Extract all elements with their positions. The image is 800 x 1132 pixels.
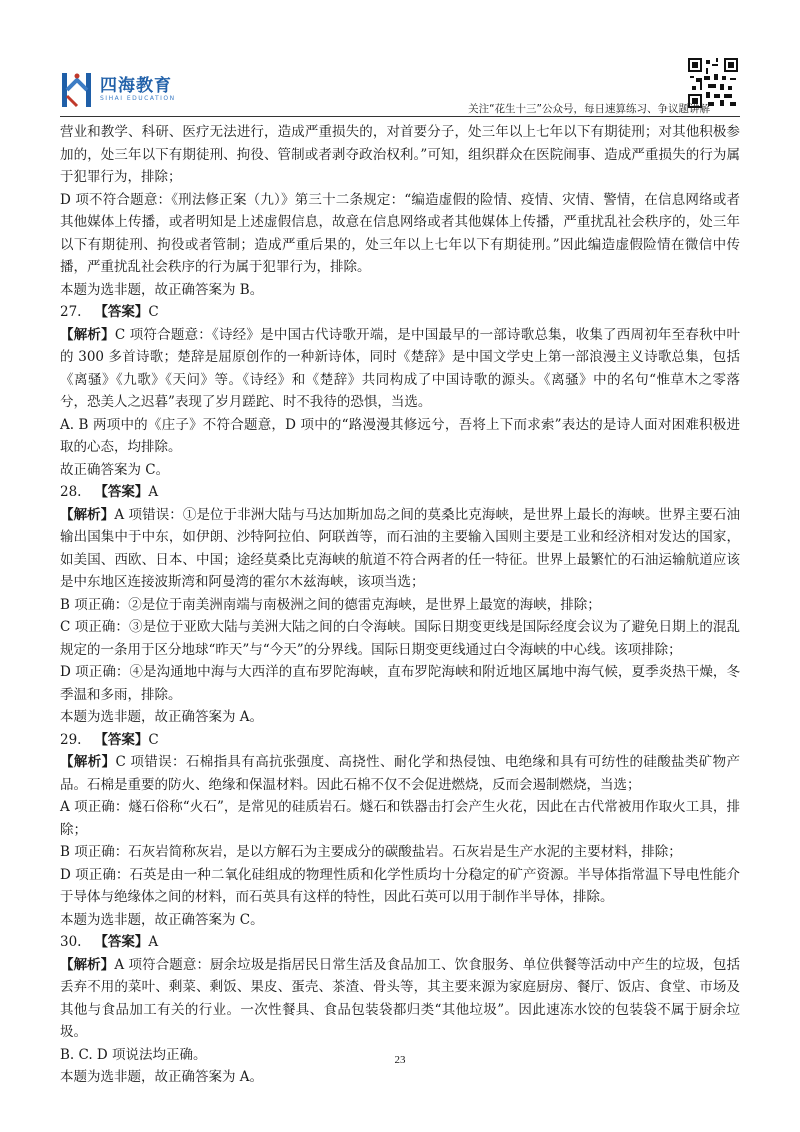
paragraph: 本题为选非题，故正确答案为 C。 — [60, 911, 264, 928]
question-answer-line: 28. 【答案】A — [60, 484, 159, 500]
question-answer-line: 30. 【答案】A — [60, 934, 159, 950]
logo-mark-icon — [60, 70, 94, 110]
page-content — [60, 121, 740, 1089]
paragraph: C 项正确：③是位于亚欧大陆与美洲大陆之间的白令海峡。国际日期变更线是国际经度会议为了避免日期上的混乱规定的一条用于区分地球“昨天”与“今天”的分界线。国际日期变更线通过白令海峡的中心线。该项排除； — [60, 619, 740, 658]
logo-subtext: SIHAI EDUCATION — [100, 95, 176, 102]
page-number: 23 — [394, 1054, 406, 1066]
page-header — [0, 0, 800, 120]
paragraph: 本题为选非题，故正确答案为 A。 — [60, 1069, 264, 1085]
analysis-paragraph: 【解析】A 项符合题意：厨余垃圾是指居民日常生活及食品加工、饮食服务、单位供餐等活动中产生的垃圾，包括丢弃不用的菜叶、剩菜、剩饭、果皮、蛋壳、茶渣、骨头等，其主要来源为家庭厨房、餐厅、饭店、食堂、市场及其他与食品加工有关的行业。一次性餐具、食品包装袋都归类“其他垃圾”。因此速冻水饺的包装袋不属于厨余垃圾。 — [60, 956, 741, 1040]
paragraph: B 项正确：②是位于南美洲南端与南极洲之间的德雷克海峡，是世界上最宽的海峡，排除； — [60, 596, 601, 613]
paragraph: A. B 两项中的《庄子》不符合题意，D 项中的“路漫漫其修远兮，吾将上下而求索”表达的是诗人面对困难积极进取的心态，均排除。 — [60, 416, 740, 455]
paragraph: B. C. D 项说法均正确。 — [60, 1046, 207, 1063]
paragraph: B 项正确：石灰岩简称灰岩，是以方解石为主要成分的碳酸盐岩。石灰岩是生产水泥的主要材料，排除； — [60, 844, 682, 860]
paragraph: 本题为选非题，故正确答案为 B。 — [60, 281, 264, 298]
paragraph: D 项正确：④是沟通地中海与大西洋的直布罗陀海峡，直布罗陀海峡和附近地区属地中海气候，夏季炎热干燥，冬季温和多雨，排除。 — [60, 664, 740, 703]
analysis-paragraph: 【解析】A 项错误：①是位于非洲大陆与马达加斯加岛之间的莫桑比克海峡，是世界上最长的海峡。世界主要石油输出国集中于中东，如伊朗、沙特阿拉伯、阿联酋等，而石油的主要输入国则主要是工业和经济相对发达的国家，如美国、西欧、日本、中国；途经莫桑比克海峡的航道不符合两者的任一特征。世界上最繁忙的石油运输航道应该是中东地区连接波斯湾和阿曼湾的霍尔木兹海峡，该项当选； — [60, 506, 741, 590]
analysis-paragraph: 【解析】C 项错误：石棉指具有高抗张强度、高挠性、耐化学和热侵蚀、电绝缘和具有可纺性的硅酸盐类矿物产品。石棉是重要的防火、绝缘和保温材料。因此石棉不仅不会促进燃烧，反而会遏制燃烧，当选； — [60, 754, 740, 793]
header-divider — [60, 116, 740, 117]
paragraph: D 项正确：石英是由一种二氧化硅组成的物理性质和化学性质均十分稳定的矿产资源。半导体指常温下导电性能介于导体与绝缘体之间的材料，而石英具有这样的特性，因此石英可以用于制作半导体，排除。 — [60, 866, 740, 905]
question-answer-line: 29. 【答案】C — [60, 731, 159, 748]
paragraph: D 项不符合题意：《刑法修正案（九）》第三十二条规定：“编造虚假的险情、疫情、灾情、警情，在信息网络或者其他媒体上传播，或者明知是上述虚假信息，故意在信息网络或者其他媒体上传播，严重扰乱社会秩序的，处三年以下有期徒刑、拘役或者管制；造成严重后果的，处三年以上七年以下有期徒刑。”因此编造虚假险情在微信中传播，严重扰乱社会秩序的行为属于犯罪行为，排除。 — [60, 191, 740, 275]
paragraph: 营业和教学、科研、医疗无法进行，造成严重损失的，对首要分子，处三年以上七年以下有期徒刑；对其他积极参加的，处三年以下有期徒刑、拘役、管制或者剥夺政治权利。”可知，组织群众在医院闹事、造成严重损失的行为属于犯罪行为，排除； — [60, 124, 740, 185]
paragraph: 本题为选非题，故正确答案为 A。 — [60, 709, 264, 725]
header-slogan: 关注“花生十三”公众号，每日速算练习、争议题讲解 — [468, 103, 710, 115]
logo-text: 四海教育 — [100, 76, 172, 96]
paragraph: 故正确答案为 C。 — [60, 461, 170, 478]
logo — [60, 70, 176, 110]
question-answer-line: 27. 【答案】C — [60, 304, 159, 320]
analysis-paragraph: 【解析】C 项符合题意：《诗经》是中国古代诗歌开端，是中国最早的一部诗歌总集，收集了西周初年至春秋中叶的 300 多首诗歌；楚辞是屈原创作的一种新诗体，同时《楚辞》是中国文学史上第一部浪漫主义诗歌总集，包括《离骚》《九歌》《天问》等。《诗经》和《楚辞》共同构成了中国诗歌的源头。《离骚》中的名句“惟草木之零落兮，恐美人之迟暮”表现了岁月蹉跎、时不我待的恐惧，当选。 — [60, 326, 741, 410]
paragraph: A 项正确：燧石俗称“火石”，是常见的硅质岩石。燧石和铁器击打会产生火花，因此在古代常被用作取火工具，排除； — [60, 799, 740, 838]
